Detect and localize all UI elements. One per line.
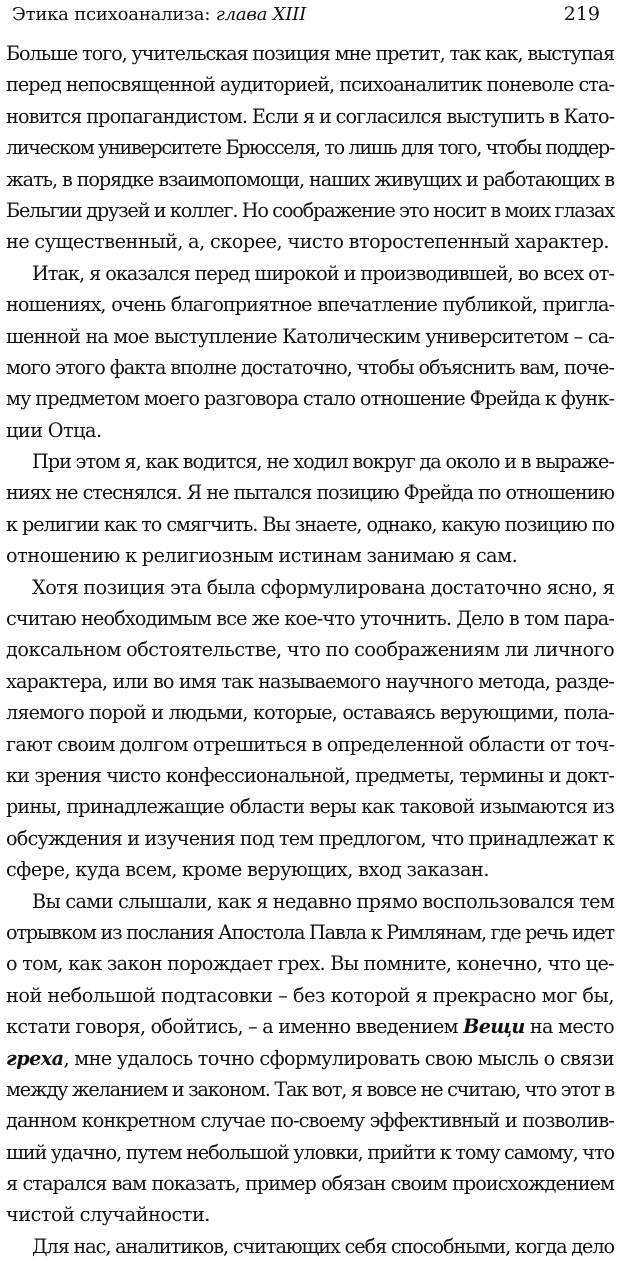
paragraph-6 [6, 1231, 614, 1262]
text-line: Хотя позиция эта была сформулирована достаточно ясно, я [32, 575, 615, 599]
text-line: кстати говоря, обойтись, – а именно введением Вещи на место [6, 1015, 614, 1039]
text-line: ции Отца. [6, 418, 102, 442]
text-line: к религии как то смягчить. Вы знаете, однако, какую позицию по [6, 512, 614, 536]
text-line: Бельгии друзей и коллег. Но соображение это носит в моих глазах [6, 198, 614, 222]
chapter-title: Этика психоанализа: глава XIII [12, 4, 307, 25]
text-line: ки зрения чисто конфессиональной, предметы, термины и докт- [6, 763, 614, 787]
text-line: При этом я, как водится, не ходил вокруг да около и в выраже- [32, 450, 614, 474]
text-line: считаю необходимым все же кое-что уточнить. Дело в том пара- [6, 607, 614, 631]
text-line: гают своим долгом отрешиться в определенной области от точ- [6, 732, 615, 756]
emphasis-term: Вещи [463, 1015, 525, 1039]
text-line: я старался вам показать, пример обязан своим происхождением [6, 1172, 614, 1196]
text-line: Итак, я оказался перед широкой и производившей, во всех от- [32, 261, 614, 285]
text-line: лическом университете Брюсселя, то лишь для того, чтобы поддер- [6, 136, 614, 160]
text-line: му предметом моего разговора стало отношение Фрейда к функ- [6, 387, 615, 411]
text-line: жать, в порядке взаимопомощи, наших живущих и работающих в [6, 167, 614, 191]
text-line: между желанием и законом. Так вот, я вовсе не считаю, что этот в [6, 1077, 614, 1101]
paragraph-4 [6, 572, 614, 886]
text-line: ношениях, очень благоприятное впечатление публикой, пригла- [6, 293, 614, 317]
text-line: обсуждения и изучения под тем предлогом, что принадлежат к [6, 826, 614, 850]
paragraph-3 [6, 446, 614, 572]
text-line: шенной на мое выступление Католическим университетом – са- [6, 324, 614, 348]
text-line: Для нас, аналитиков, считающих себя способными, когда дело [32, 1234, 614, 1258]
text-line: не существенный, а, скорее, чисто второстепенный характер. [6, 230, 610, 254]
text-line: данном конкретном случае по-своему эффективный и позволив- [6, 1109, 614, 1133]
text-line: перед непосвященной аудиторией, психоаналитик поневоле ста- [6, 73, 614, 97]
text-line: мого этого факта вполне достаточно, чтобы объяснить вам, поче- [6, 355, 614, 379]
running-head [6, 0, 614, 36]
page-number: 219 [563, 3, 600, 25]
paragraph-1 [6, 38, 614, 258]
text-line: ляемого порой и людьми, которые, оставаясь верующими, пола- [6, 701, 614, 725]
text-line: характера, или во имя так называемого научного метода, разде- [6, 669, 614, 693]
text-line: Больше того, учительская позиция мне претит, так как, выступая [6, 42, 614, 65]
text-line: рины, принадлежащие области веры как таковой изымаются из [6, 795, 614, 819]
text-line: отношению к религиозным истинам занимаю я сам. [6, 544, 518, 568]
text-line: ший удачно, путем небольшой уловки, прийти к тому самому, что [6, 1140, 614, 1164]
text-line: сфере, куда всем, кроме верующих, вход заказан. [6, 858, 489, 882]
body-text [6, 38, 614, 1262]
text-line: ниях не стеснялся. Я не пытался позицию Фрейда по отношению [6, 481, 614, 505]
paragraph-2 [6, 258, 614, 446]
paragraph-5 [6, 886, 614, 1231]
chapter-title-italic: глава XIII [215, 4, 307, 25]
text-line: отрывком из послания Апостола Павла к Римлянам, где речь идет [6, 920, 614, 944]
text-line: Вы сами слышали, как я недавно прямо воспользовался тем [32, 889, 615, 913]
text-line: о том, как закон порождает грех. Вы помните, конечно, что це- [6, 952, 614, 976]
emphasis-term: греха [6, 1046, 64, 1070]
text-line: греха, мне удалось точно сформулировать свою мысль о связи [6, 1046, 614, 1070]
text-line: новится пропагандистом. Если я и согласился выступить в Като- [6, 104, 615, 128]
text-line: доксальном обстоятельстве, что по соображениям ли личного [6, 638, 615, 662]
text-line: ной небольшой подтасовки – без которой я прекрасно мог бы, [6, 983, 614, 1007]
text-line: чистой случайности. [6, 1203, 210, 1227]
